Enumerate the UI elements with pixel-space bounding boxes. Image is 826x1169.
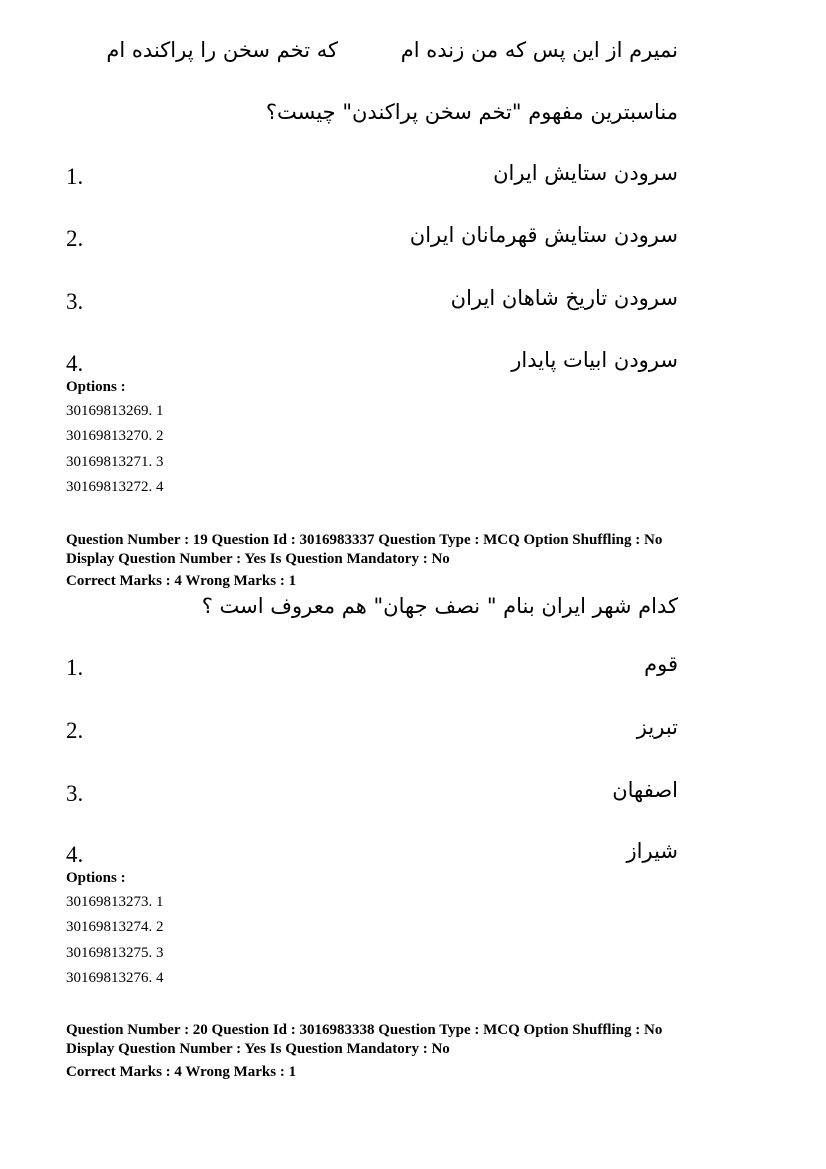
q20-meta-line-1: Question Number : 20 Question Id : 3016983338 Question Type : MCQ Option Shuffling : No bbox=[66, 1022, 663, 1038]
q18-choice-2-text: سرودن ستایش قهرمانان ایران bbox=[409, 223, 678, 247]
q18-option-2: 30169813270. 2 bbox=[66, 428, 164, 444]
q19-option-2: 30169813274. 2 bbox=[66, 919, 164, 935]
q19-choice-2-text: تبریز bbox=[636, 715, 678, 739]
q19-choice-3-text: اصفهان bbox=[612, 778, 678, 802]
q19-meta-line-3: Correct Marks : 4 Wrong Marks : 1 bbox=[66, 573, 297, 589]
poem-line-left: که تخم سخن را پراکنده ام bbox=[106, 38, 338, 62]
q18-choice-4-number: 4. bbox=[66, 351, 84, 376]
q18-options-label: Options : bbox=[66, 379, 126, 395]
q20-meta-line-2: Display Question Number : Yes Is Question Mandatory : No bbox=[66, 1041, 450, 1057]
q19-question-text: کدام شهر ایران بنام " نصف جهان" هم معروف است ؟ bbox=[201, 594, 678, 618]
q19-option-4: 30169813276. 4 bbox=[66, 970, 164, 986]
q19-choice-1-number: 1. bbox=[66, 655, 84, 680]
q20-meta-line-3: Correct Marks : 4 Wrong Marks : 1 bbox=[66, 1064, 297, 1080]
q19-choice-3-number: 3. bbox=[66, 781, 84, 806]
q19-choice-4-number: 4. bbox=[66, 842, 84, 867]
q19-meta-line-1: Question Number : 19 Question Id : 3016983337 Question Type : MCQ Option Shuffling : No bbox=[66, 532, 663, 548]
poem-line-right: نمیرم از این پس که من زنده ام bbox=[400, 38, 678, 62]
q18-option-1: 30169813269. 1 bbox=[66, 403, 164, 419]
q19-meta-line-2: Display Question Number : Yes Is Question Mandatory : No bbox=[66, 551, 450, 567]
q18-choice-3-number: 3. bbox=[66, 289, 84, 314]
q19-option-3: 30169813275. 3 bbox=[66, 945, 164, 961]
q19-choice-4-text: شیراز bbox=[626, 839, 678, 863]
q19-choice-2-number: 2. bbox=[66, 718, 84, 743]
q18-option-3: 30169813271. 3 bbox=[66, 454, 164, 470]
q18-question-text: مناسبترین مفهوم "تخم سخن پراکندن" چیست؟ bbox=[265, 100, 678, 124]
q18-choice-1-text: سرودن ستایش ایران bbox=[493, 161, 678, 185]
q18-choice-3-text: سرودن تاریخ شاهان ایران bbox=[450, 286, 678, 310]
q18-choice-4-text: سرودن ابیات پایدار bbox=[511, 348, 678, 372]
q18-choice-1-number: 1. bbox=[66, 164, 84, 189]
q18-option-4: 30169813272. 4 bbox=[66, 479, 164, 495]
q19-options-label: Options : bbox=[66, 870, 126, 886]
q19-option-1: 30169813273. 1 bbox=[66, 894, 164, 910]
q18-choice-2-number: 2. bbox=[66, 226, 84, 251]
q19-choice-1-text: قوم bbox=[644, 652, 678, 676]
